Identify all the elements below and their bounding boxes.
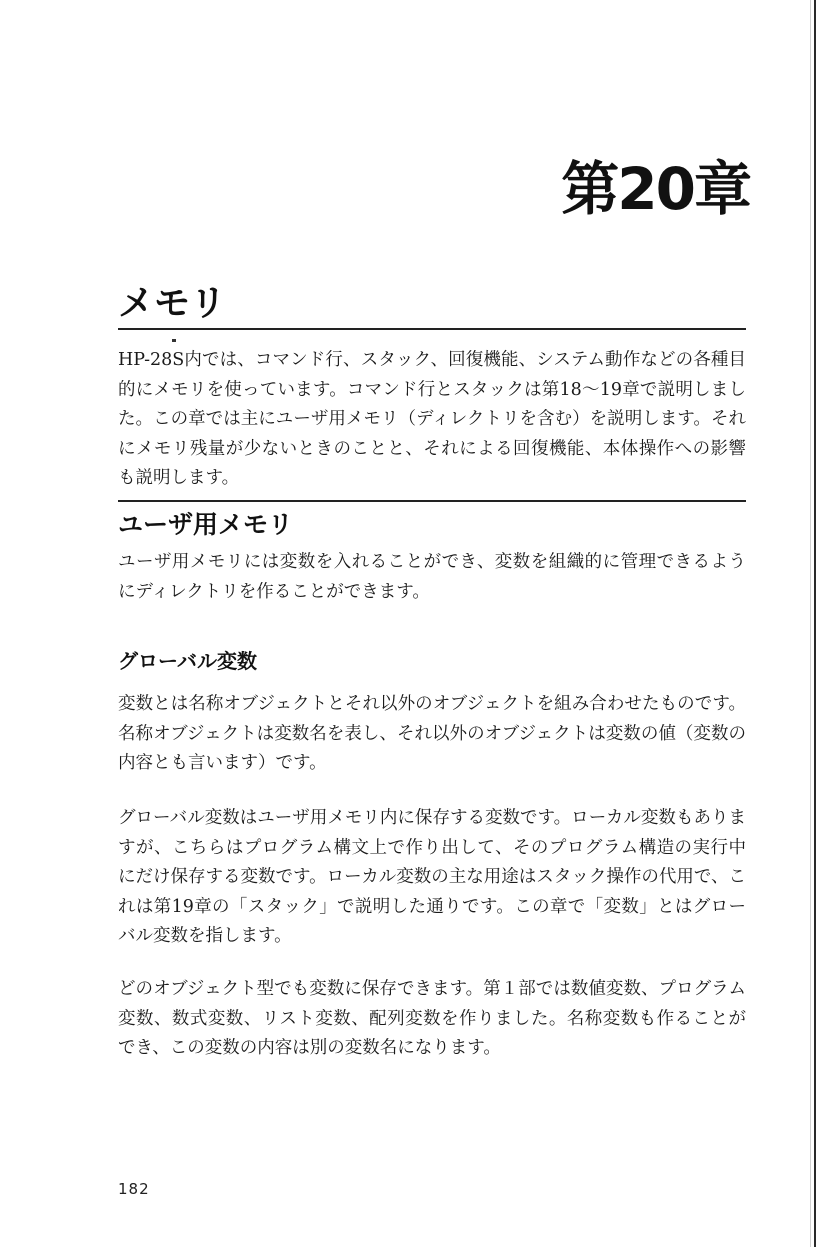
global-variables-paragraph-3: どのオブジェクト型でも変数に保存できます。第１部では数値変数、プログラム変数、数式変数、リスト変数、配列変数を作りました。名称変数も作ることができ、この変数の内容は別の変数名になります。 xyxy=(118,979,746,1058)
subsection-title-global-variables: グローバル変数 xyxy=(118,649,257,673)
page-number: 182 xyxy=(118,1180,150,1198)
section-rule xyxy=(118,328,746,330)
global-variables-paragraph-1: 変数とは名称オブジェクトとそれ以外のオブジェクトを組み合わせたものです。名称オブジェクトは変数名を表し、それ以外のオブジェクトは変数の値（変数の内容とも言います）です。 xyxy=(118,694,746,773)
intro-paragraph: HP-28S内では、コマンド行、スタック、回復機能、システム動作などの各種目的にメモリを使っています。コマンド行とスタックは第18～19章で説明しました。この章では主にユーザ用メモリ（ディレクトリを含む）を説明します。それにメモリ残量が少ないときのことと、それによる回復機能、本体操作への影響も説明します。 xyxy=(118,350,746,488)
global-variables-paragraph-2: グローバル変数はユーザ用メモリ内に保存する変数です。ローカル変数もありますが、こちらはプログラム構文上で作り出して、そのプログラム構造の実行中にだけ保存する変数です。ローカル変数の主な用途はスタック操作の代用で、これは第19章の「スタック」で説明した通りです。この章で「変数」とはグローバル変数を指します。 xyxy=(118,808,746,946)
user-memory-paragraph: ユーザ用メモリには変数を入れることができ、変数を組織的に管理できるようにディレクトリを作ることができます。 xyxy=(118,552,746,602)
print-mark xyxy=(172,339,176,342)
chapter-title: 第20章 xyxy=(561,155,750,223)
page-edge xyxy=(814,0,816,1247)
subsection-rule xyxy=(118,500,746,502)
subsection-title-user-memory: ユーザ用メモリ xyxy=(118,510,294,539)
section-title: メモリ xyxy=(118,283,227,324)
page-edge-shadow xyxy=(810,0,811,1247)
